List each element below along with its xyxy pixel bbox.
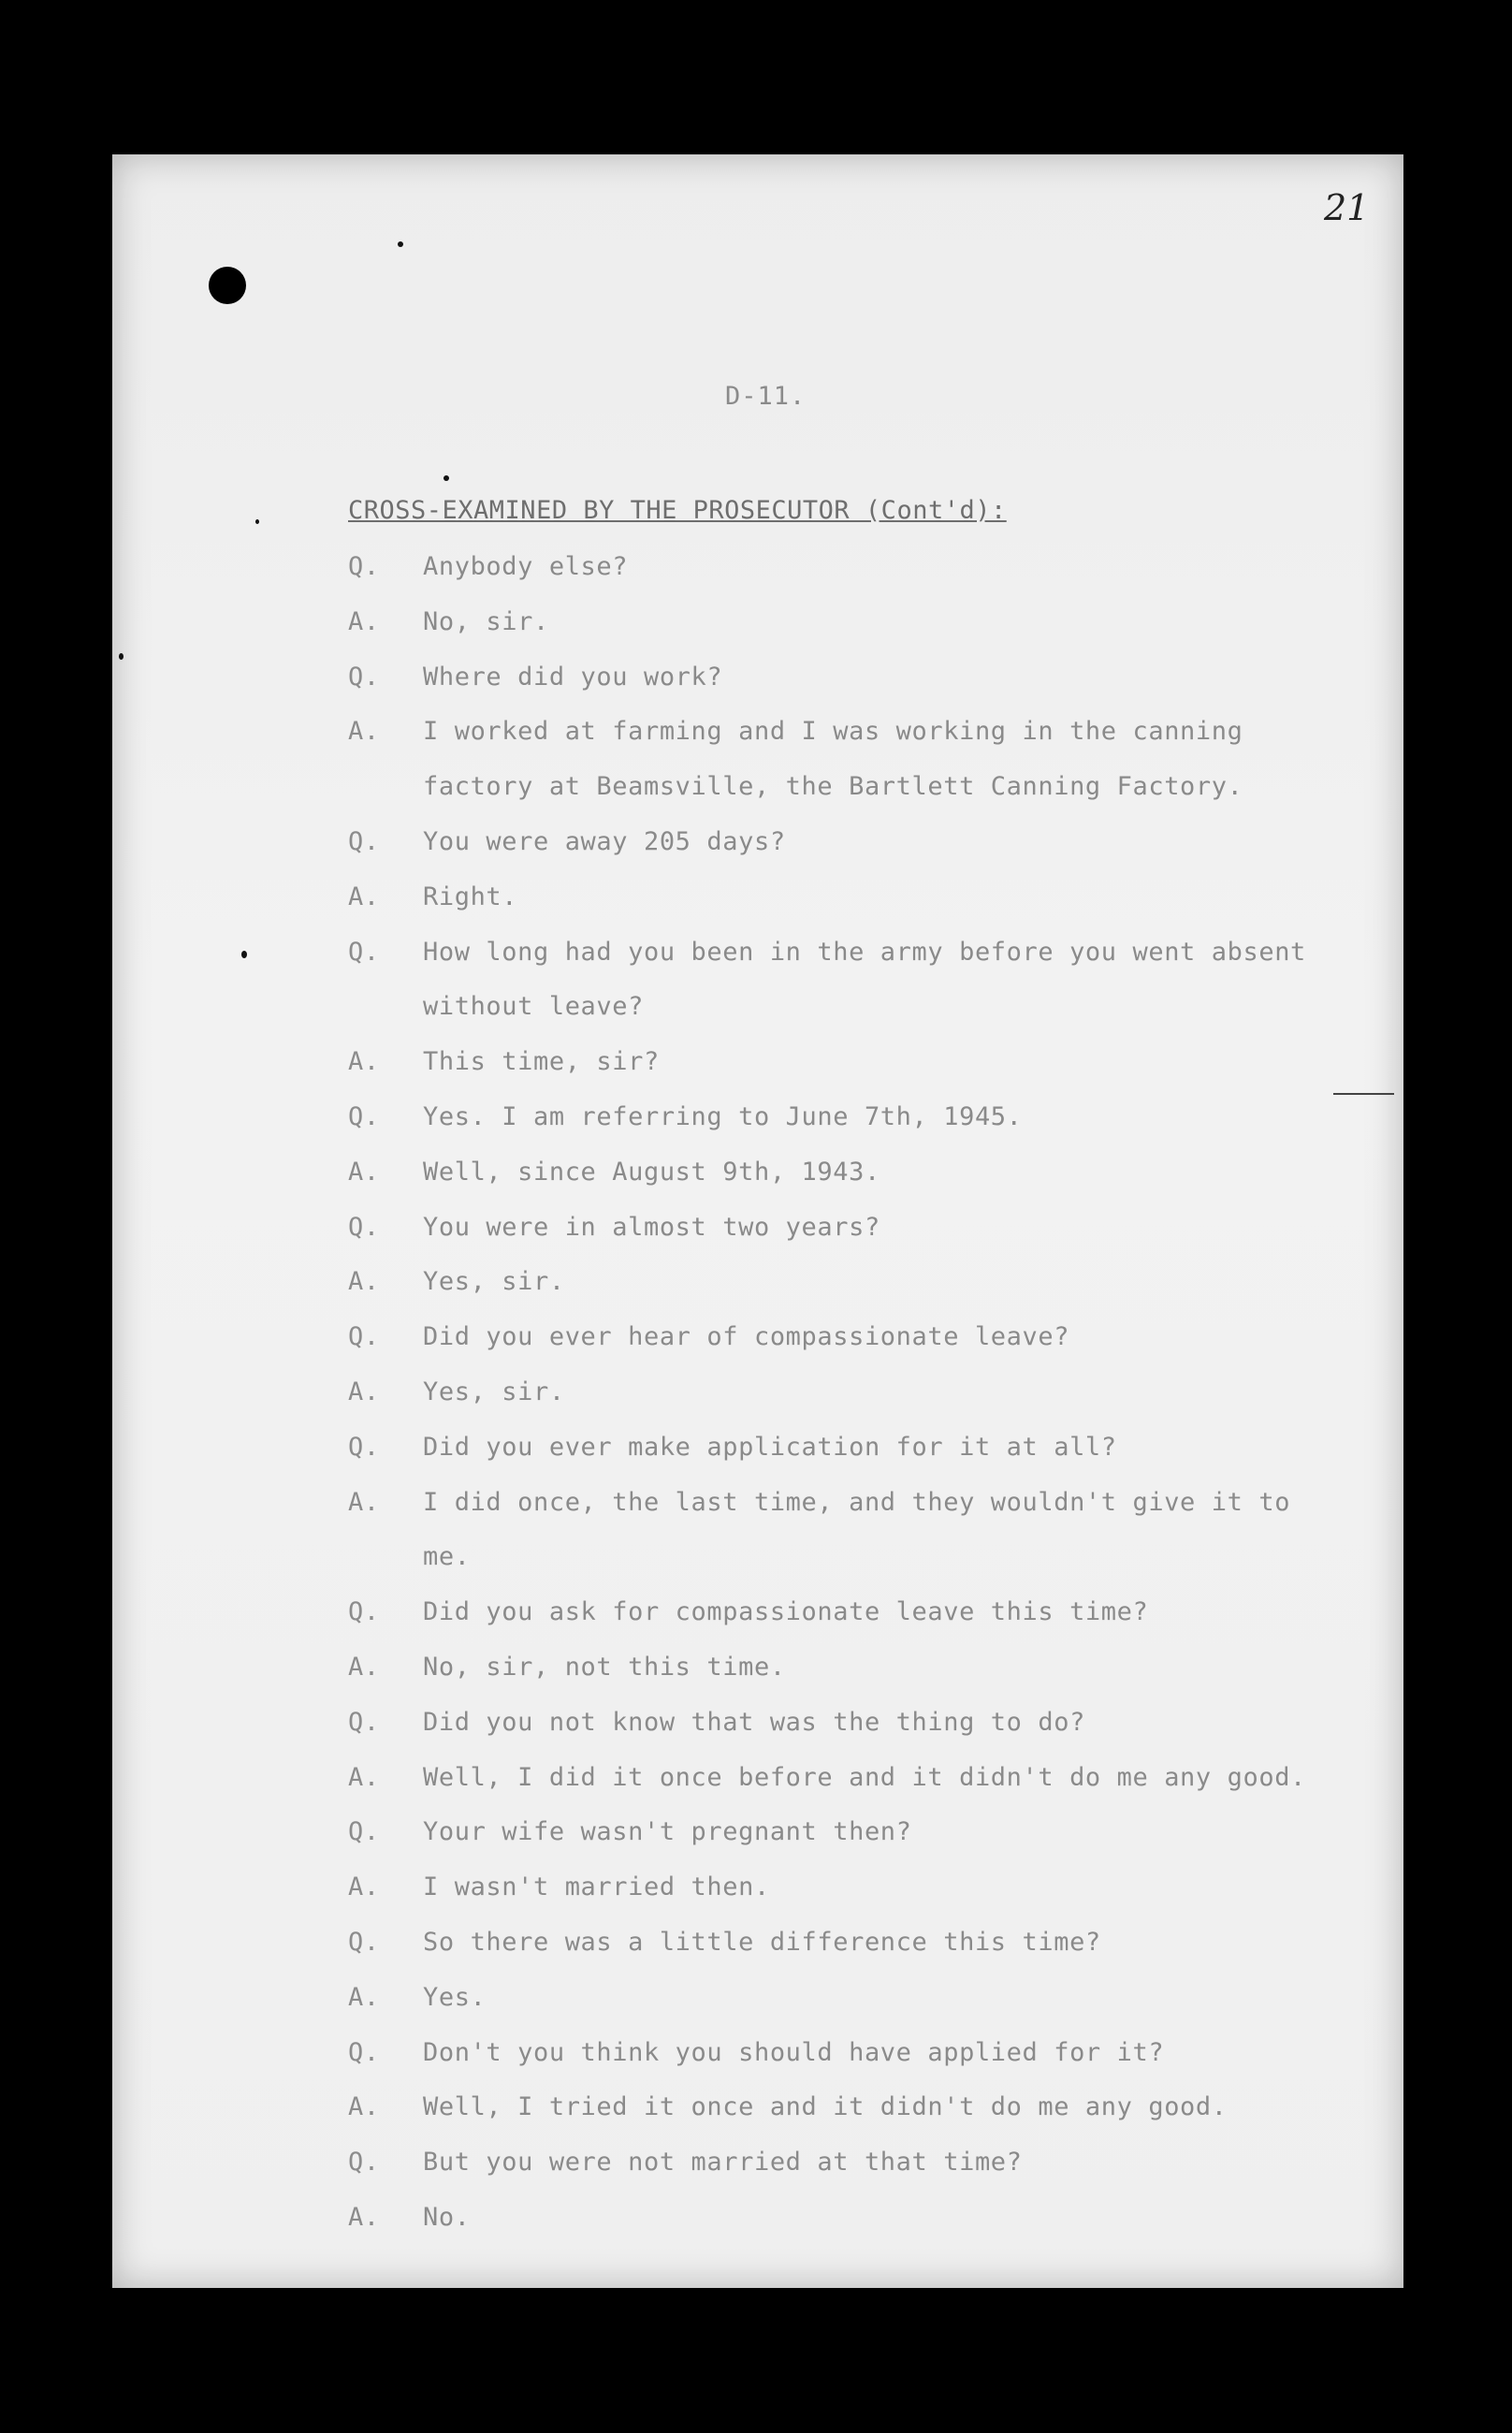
line-text: Well, I tried it once and it didn't do me any good. <box>423 2092 1228 2122</box>
line-text: Right. <box>423 881 518 911</box>
transcript-line <box>348 1102 1023 1132</box>
line-text: Did you not know that was the thing to do? <box>423 1707 1085 1737</box>
line-text: I worked at farming and I was working in the canning <box>423 717 1243 747</box>
speaker-tag: A. <box>348 1267 380 1297</box>
line-text: Anybody else? <box>423 552 629 581</box>
transcript-line <box>348 827 786 857</box>
speaker-tag: A. <box>348 1487 380 1517</box>
transcript-line <box>348 607 549 637</box>
line-text: Yes, sir. <box>423 1377 565 1406</box>
speaker-tag: Q. <box>348 2037 380 2067</box>
transcript-line <box>348 1708 1085 1738</box>
speaker-tag: Q. <box>348 1707 380 1737</box>
transcript-line <box>348 2203 471 2233</box>
line-text: You were in almost two years? <box>423 1212 880 1242</box>
line-text: Yes, sir. <box>423 1267 565 1297</box>
speaker-tag: Q. <box>348 552 380 581</box>
line-text: Did you ever make application for it at all? <box>423 1432 1117 1462</box>
transcript-line <box>348 1653 786 1683</box>
line-text: Yes. <box>423 1982 487 2012</box>
transcript-line <box>348 1872 770 1902</box>
speaker-tag: Q. <box>348 1928 380 1957</box>
line-text: I wasn't married then. <box>423 1872 770 1902</box>
speaker-tag: A. <box>348 1047 380 1077</box>
transcript-line <box>348 1322 1069 1352</box>
speaker-tag: Q. <box>348 1597 380 1627</box>
transcript-line <box>348 2148 1023 2178</box>
speaker-tag: Q. <box>348 1102 380 1131</box>
line-text: So there was a little difference this time? <box>423 1928 1101 1957</box>
line-text: How long had you been in the army before you went absent <box>423 937 1306 967</box>
speaker-tag: A. <box>348 2092 380 2122</box>
speaker-tag: A. <box>348 2203 380 2232</box>
transcript-line <box>348 1047 660 1077</box>
line-text: No, sir. <box>423 606 549 636</box>
line-text: Yes. I am referring to June 7th, 1945. <box>423 1102 1023 1131</box>
line-text: This time, sir? <box>423 1047 660 1077</box>
transcript-line <box>348 1983 486 2013</box>
speaker-tag: Q. <box>348 1322 380 1352</box>
speaker-tag: A. <box>348 1872 380 1902</box>
folio-number: 21 <box>1324 187 1370 228</box>
line-text: No, sir, not this time. <box>423 1653 786 1682</box>
transcript-line <box>348 1488 1290 1518</box>
transcript-line <box>348 663 722 692</box>
line-continuation: without leave? <box>423 992 644 1022</box>
line-text: But you were not married at that time? <box>423 2148 1023 2178</box>
speaker-tag: Q. <box>348 937 380 967</box>
speaker-tag: A. <box>348 717 380 747</box>
section-heading: CROSS-EXAMINED BY THE PROSECUTOR (Cont'd): <box>348 496 1007 525</box>
line-text: Where did you work? <box>423 662 723 692</box>
line-text: Well, I did it once before and it didn't do me any good. <box>423 1762 1306 1792</box>
transcript-line <box>348 1597 1148 1627</box>
line-text: Well, since August 9th, 1943. <box>423 1157 880 1187</box>
transcript-line <box>348 1267 565 1297</box>
line-text: Did you ever hear of compassionate leave? <box>423 1322 1070 1352</box>
speaker-tag: A. <box>348 881 380 911</box>
speaker-tag: Q. <box>348 1817 380 1847</box>
speaker-tag: Q. <box>348 827 380 856</box>
transcript-line <box>348 1817 912 1847</box>
line-text: No. <box>423 2203 471 2232</box>
transcript-line <box>348 2092 1228 2122</box>
transcript-line <box>348 1213 880 1243</box>
speaker-tag: Q. <box>348 662 380 692</box>
transcript-line <box>348 717 1243 747</box>
transcript-line <box>348 1763 1306 1793</box>
transcript-line <box>348 1928 1101 1958</box>
transcript-line <box>348 1158 880 1187</box>
transcript-line <box>348 938 1306 968</box>
speaker-tag: Q. <box>348 1432 380 1462</box>
line-text: You were away 205 days? <box>423 827 786 856</box>
speaker-tag: A. <box>348 1377 380 1406</box>
line-text: Don't you think you should have applied for it? <box>423 2037 1165 2067</box>
speaker-tag: A. <box>348 1157 380 1187</box>
transcript-line <box>348 552 628 582</box>
speaker-tag: A. <box>348 1653 380 1682</box>
line-text: Did you ask for compassionate leave this time? <box>423 1597 1149 1627</box>
speaker-tag: A. <box>348 606 380 636</box>
line-text: Your wife wasn't pregnant then? <box>423 1817 912 1847</box>
speaker-tag: Q. <box>348 2148 380 2178</box>
speaker-tag: A. <box>348 1762 380 1792</box>
speaker-tag: A. <box>348 1982 380 2012</box>
page-number: D-11. <box>725 382 807 411</box>
transcript-line <box>348 1377 565 1407</box>
speaker-tag: Q. <box>348 1212 380 1242</box>
transcript-line <box>348 1433 1117 1463</box>
line-text: I did once, the last time, and they wouldn't give it to <box>423 1487 1291 1517</box>
transcript-line <box>348 882 517 912</box>
transcript-line <box>348 2038 1164 2068</box>
line-continuation: factory at Beamsville, the Bartlett Canning Factory. <box>423 772 1243 802</box>
line-continuation: me. <box>423 1542 471 1572</box>
